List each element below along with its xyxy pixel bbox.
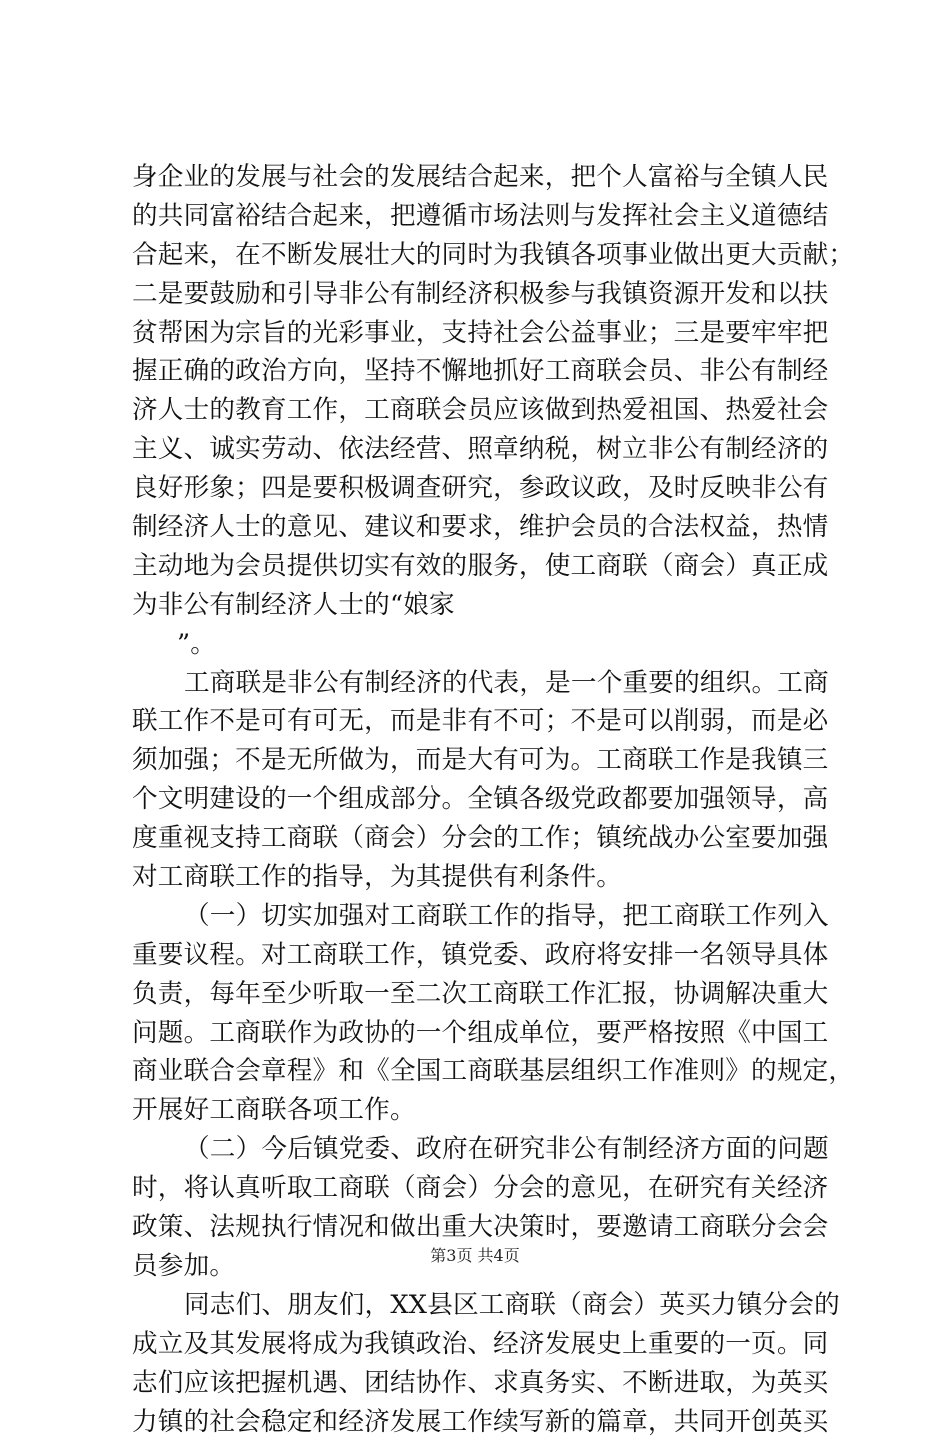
text-line: ”。 xyxy=(132,625,832,664)
text-line: 负责，每年至少听取一至二次工商联工作汇报，协调解决重大 xyxy=(132,975,832,1014)
text-line: 重要议程。对工商联工作，镇党委、政府将安排一名领导具体 xyxy=(132,936,832,975)
text-line: 对工商联工作的指导，为其提供有利条件。 xyxy=(132,858,832,897)
paragraph-start-line: （二）今后镇党委、政府在研究非公有制经济方面的问题 xyxy=(132,1130,832,1169)
text-line: 的共同富裕结合起来，把遵循市场法则与发挥社会主义道德结 xyxy=(132,197,832,236)
text-line: 合起来，在不断发展壮大的同时为我镇各项事业做出更大贡献； xyxy=(132,236,832,275)
text-line: 成立及其发展将成为我镇政治、经济发展史上重要的一页。同 xyxy=(132,1325,832,1364)
text-line: 为非公有制经济人士的“娘家 xyxy=(132,586,832,625)
text-line: 政策、法规执行情况和做出重大决策时，要邀请工商联分会会 xyxy=(132,1208,832,1247)
text-line: 济人士的教育工作，工商联会员应该做到热爱祖国、热爱社会 xyxy=(132,391,832,430)
text-line: 须加强；不是无所做为，而是大有可为。工商联工作是我镇三 xyxy=(132,741,832,780)
text-line: 问题。工商联作为政协的一个组成单位，要严格按照《中国工 xyxy=(132,1014,832,1053)
page-number-label: 第3页 共4页 xyxy=(430,1246,519,1265)
text-line: 身企业的发展与社会的发展结合起来，把个人富裕与全镇人民 xyxy=(132,158,832,197)
text-line: 握正确的政治方向，坚持不懈地抓好工商联会员、非公有制经 xyxy=(132,352,832,391)
paragraph-start-line: （一）切实加强对工商联工作的指导，把工商联工作列入 xyxy=(132,897,832,936)
text-line: 主动地为会员提供切实有效的服务，使工商联（商会）真正成 xyxy=(132,547,832,586)
text-line: 力镇的社会稳定和经济发展工作续写新的篇章，共同开创英买 xyxy=(132,1403,832,1441)
text-line: 良好形象；四是要积极调查研究，参政议政，及时反映非公有 xyxy=(132,469,832,508)
text-line: 二是要鼓励和引导非公有制经济积极参与我镇资源开发和以扶 xyxy=(132,275,832,314)
text-line: 商业联合会章程》和《全国工商联基层组织工作准则》的规定， xyxy=(132,1052,832,1091)
text-line: 员参加。 xyxy=(132,1247,832,1286)
text-line: 主义、诚实劳动、依法经营、照章纳税，树立非公有制经济的 xyxy=(132,430,832,469)
text-line: 开展好工商联各项工作。 xyxy=(132,1091,832,1130)
text-line: 时，将认真听取工商联（商会）分会的意见，在研究有关经济 xyxy=(132,1169,832,1208)
text-line: 志们应该把握机遇、团结协作、求真务实、不断进取，为英买 xyxy=(132,1364,832,1403)
text-line: 度重视支持工商联（商会）分会的工作；镇统战办公室要加强 xyxy=(132,819,832,858)
paragraph-start-line: 同志们、朋友们，XX县区工商联（商会）英买力镇分会的 xyxy=(132,1286,832,1325)
text-line: 联工作不是可有可无，而是非有不可；不是可以削弱，而是必 xyxy=(132,702,832,741)
page-footer xyxy=(0,1245,950,1267)
text-line: 制经济人士的意见、建议和要求，维护会员的合法权益，热情 xyxy=(132,508,832,547)
paragraph-start-line: 工商联是非公有制经济的代表，是一个重要的组织。工商 xyxy=(132,664,832,703)
text-line: 贫帮困为宗旨的光彩事业，支持社会公益事业；三是要牢牢把 xyxy=(132,314,832,353)
text-line: 个文明建设的一个组成部分。全镇各级党政都要加强领导，高 xyxy=(132,780,832,819)
